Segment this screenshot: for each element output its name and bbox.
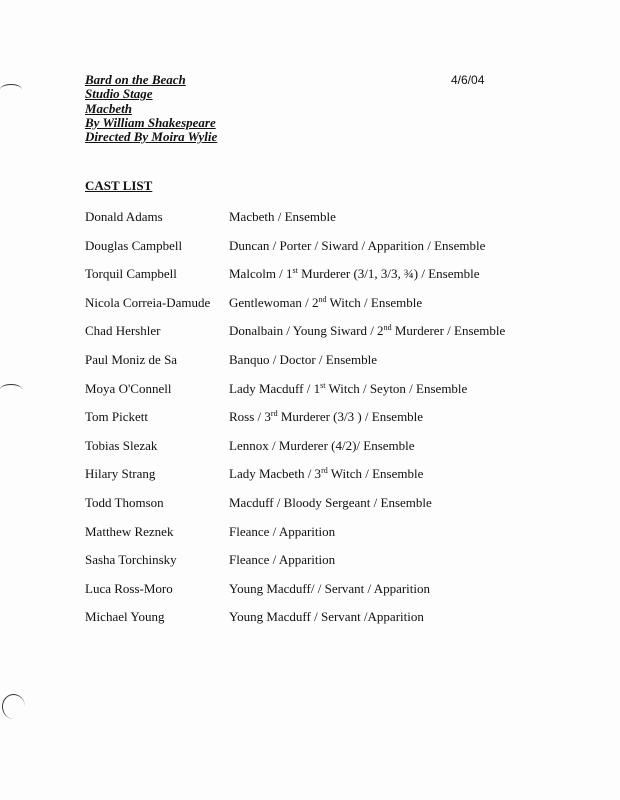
ordinal-suffix: st [292, 266, 298, 276]
role-main: Ross / 3 [229, 409, 271, 425]
actor-name: Sasha Torchinsky [85, 552, 177, 568]
ordinal-suffix: nd [383, 323, 392, 333]
author: By William Shakespeare [85, 114, 216, 130]
actor-name: Matthew Reznek [85, 523, 174, 539]
role-main: Gentlewoman / 2 [229, 294, 319, 310]
hole-punch-mark [0, 84, 22, 95]
stage-name: Studio Stage [85, 86, 153, 102]
actor-name: Nicola Correia-Damude [85, 294, 211, 310]
role-text [229, 524, 335, 540]
ordinal-suffix: rd [270, 409, 278, 419]
actor-name: Tobias Slezak [85, 437, 158, 453]
role-text [229, 323, 505, 339]
ordinal-suffix: rd [321, 466, 328, 476]
hole-punch-mark [0, 384, 22, 395]
role-text [229, 438, 415, 454]
role-text [229, 552, 335, 568]
role-text [229, 209, 336, 225]
role-main: Duncan / Porter / Siward / Apparition / Ensemble [229, 237, 486, 253]
role-text [229, 609, 424, 625]
role-rest: Murderer / Ensemble [391, 323, 506, 339]
actor-name: Michael Young [85, 609, 165, 625]
role-rest: Witch / Seyton / Ensemble [325, 380, 468, 396]
actor-name: Todd Thomson [85, 495, 164, 510]
role-rest: Murderer (3/3 ) / Ensemble [277, 409, 424, 425]
actor-name: Luca Ross-Moro [85, 580, 173, 596]
date: 4/6/04 [451, 73, 485, 87]
role-main: Macbeth / Ensemble [229, 209, 336, 224]
role-text [229, 238, 485, 254]
ordinal-suffix: st [320, 380, 326, 390]
actor-name: Tom Pickett [85, 409, 149, 425]
actor-name: Chad Hershler [85, 323, 161, 339]
role-text [229, 581, 430, 597]
director: Directed By Moira Wylie [85, 129, 218, 145]
role-main: Young Macduff / Servant /Apparition [229, 609, 424, 625]
actor-name: Hilary Strang [85, 466, 156, 482]
actor-name: Torquil Campbell [85, 266, 177, 282]
role-text [229, 381, 467, 397]
role-text [229, 466, 423, 482]
role-rest: Witch / Ensemble [327, 466, 424, 482]
role-rest: Witch / Ensemble [326, 294, 423, 310]
actor-name: Moya O'Connell [85, 380, 172, 396]
ordinal-suffix: nd [318, 294, 327, 304]
role-main: Donalbain / Young Siward / 2 [229, 323, 384, 339]
company-name: Bard on the Beach [85, 72, 186, 87]
hole-punch-mark [2, 694, 25, 719]
role-text [229, 409, 423, 425]
actor-name: Douglas Campbell [85, 237, 183, 253]
role-text [229, 495, 432, 511]
role-main: Young Macduff/ / Servant / Apparition [229, 580, 431, 596]
role-text [229, 295, 422, 311]
actor-name: Paul Moniz de Sa [85, 352, 178, 367]
play-title: Macbeth [85, 100, 132, 116]
role-main: Lennox / Murderer (4/2)/ Ensemble [229, 437, 415, 453]
role-rest: Murderer (3/1, 3/3, ¾) / Ensemble [297, 266, 480, 282]
actor-name: Donald Adams [85, 209, 163, 224]
role-main: Macduff / Bloody Sergeant / Ensemble [229, 495, 432, 510]
role-main: Banquo / Doctor / Ensemble [229, 352, 378, 367]
role-main: Lady Macduff / 1 [229, 380, 321, 396]
role-main: Fleance / Apparition [229, 523, 336, 539]
cast-list-title: CAST LIST [85, 178, 153, 193]
role-main: Malcolm / 1 [229, 266, 293, 282]
role-main: Fleance / Apparition [229, 552, 336, 568]
role-text [229, 352, 377, 368]
role-text [229, 266, 479, 282]
role-main: Lady Macbeth / 3 [229, 466, 322, 482]
production-header [85, 73, 217, 144]
